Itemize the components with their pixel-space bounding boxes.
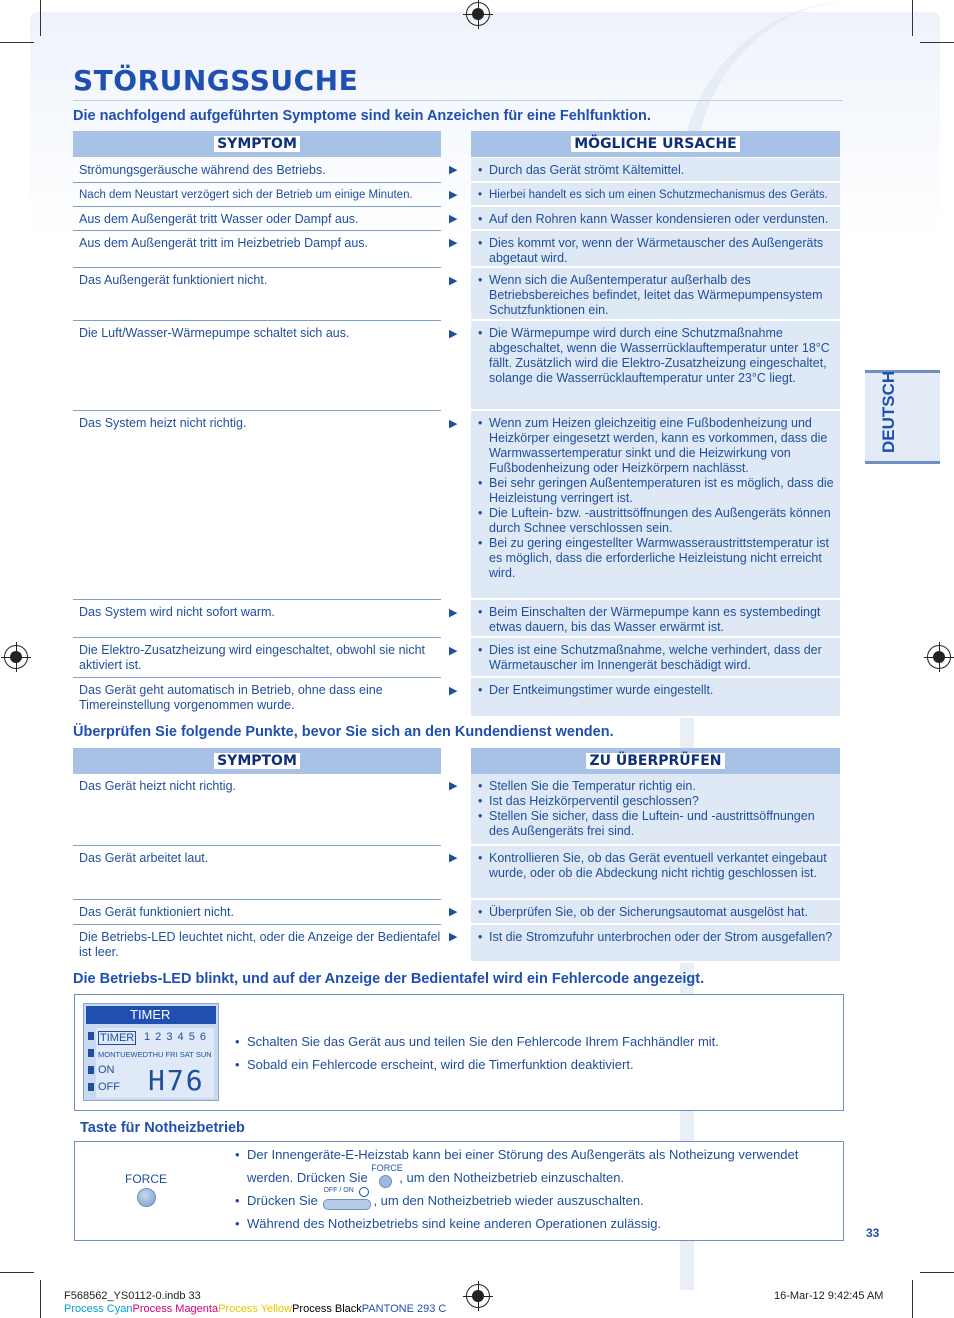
inline-force-button bbox=[371, 1162, 403, 1189]
cause-item: • Bei zu gering eingestellter Warmwasseraustrittstemperatur ist es möglich, dass die erforderliche Heizleistung nicht erreicht wird. bbox=[489, 536, 836, 581]
table-row-symptom: Das Außengerät funktioniert nicht. bbox=[73, 268, 441, 321]
table-row-check bbox=[471, 846, 840, 900]
day-label: SUN bbox=[195, 1050, 212, 1059]
table-row-symptom: Strömungsgeräusche während des Betriebs. bbox=[73, 158, 441, 183]
check-item: • Überprüfen Sie, ob der Sicherungsautomat ausgelöst hat. bbox=[489, 905, 836, 920]
intro-text: Die nachfolgend aufgeführten Symptome sind kein Anzeichen für eine Fehlfunktion. bbox=[73, 108, 651, 124]
emergency-bullet-list bbox=[233, 1143, 833, 1235]
cause-item: • Bei sehr geringen Außentemperaturen ist es möglich, dass die Heizleistung verringert ist. bbox=[489, 476, 836, 506]
language-tab bbox=[865, 370, 940, 464]
day-label: FRI bbox=[165, 1050, 178, 1059]
cause-item: • Wenn zum Heizen gleichzeitig eine Fußbodenheizung und Heizkörper eingesetzt werden, kann es vorkommen, dass die Warmwassertemperatur sinkt und die Heizwirkung von Fußbodenheizung oder Heizkörpern nachlässt. bbox=[489, 416, 836, 476]
table-row-symptom: Das Gerät arbeitet laut. bbox=[73, 846, 441, 900]
color-pantone-label: PANTONE 293 C bbox=[361, 1303, 447, 1315]
cause-item: • Die Wärmepumpe wird durch eine Schutzmaßnahme abgeschaltet, wenn die Wasserrücklauftemperatur unter 18°C fällt. Zusätzlich wird die Elektro-Zusatzheizung eingeschaltet, solange die Wasserrücklauftemperatur unter 23°C liegt. bbox=[489, 326, 836, 386]
table-row-cause bbox=[471, 183, 840, 207]
emergency-text: , um den Notheizbetrieb wieder auszuschalten. bbox=[373, 1193, 644, 1208]
table-row-check bbox=[471, 774, 840, 846]
check-item: • Kontrollieren Sie, ob das Gerät eventuell verkantet eingebaut wurde, oder ob die Abdeckung nicht richtig geschlossen ist. bbox=[489, 851, 836, 881]
lcd-error-code: H76 bbox=[148, 1064, 205, 1097]
inline-force-label: FORCE bbox=[371, 1162, 403, 1173]
segment-marker-icon bbox=[88, 1083, 94, 1091]
crop-mark bbox=[40, 1280, 41, 1318]
lcd-timer-numbers: 1 2 3 4 5 6 bbox=[144, 1031, 207, 1043]
footer-file: F568562_YS0112-0.indb 33 bbox=[64, 1290, 201, 1302]
color-cyan-label: Process Cyan bbox=[64, 1303, 133, 1315]
table-row-cause bbox=[471, 231, 840, 268]
power-icon bbox=[359, 1187, 369, 1197]
language-tab-label: DEUTSCH bbox=[879, 370, 898, 453]
arrow-right-icon: ▶ bbox=[449, 607, 458, 619]
crop-mark bbox=[0, 1272, 34, 1273]
force-button-icon bbox=[379, 1175, 392, 1188]
check-item: • Ist die Stromzufuhr unterbrochen oder der Strom ausgefallen? bbox=[489, 930, 836, 945]
check-item: • Ist das Heizkörperventil geschlossen? bbox=[489, 794, 836, 809]
table1-header-symptom bbox=[73, 131, 441, 157]
cause-item: • Die Luftein- bzw. -austrittsöffnungen des Außengeräts können durch Schnee verschlossen sein. bbox=[489, 506, 836, 536]
footer-date: 16-Mar-12 9:42:45 AM bbox=[774, 1290, 884, 1302]
cause-item: • Beim Einschalten der Wärmepumpe kann es systembedingt etwas dauern, bis das Wasser erwärmt ist. bbox=[489, 605, 836, 635]
emergency-text: Drücken Sie bbox=[247, 1193, 318, 1208]
arrow-right-icon: ▶ bbox=[449, 213, 458, 225]
table-row-symptom: Die Betriebs-LED leuchtet nicht, oder die Anzeige der Bedientafel ist leer. bbox=[79, 930, 441, 959]
error-bullet-list bbox=[233, 1030, 833, 1076]
lcd-off-label: OFF bbox=[98, 1081, 120, 1093]
color-black-label: Process Black bbox=[292, 1303, 362, 1315]
check-item: • Stellen Sie die Temperatur richtig ein. bbox=[489, 779, 836, 794]
arrow-right-icon: ▶ bbox=[449, 906, 458, 918]
cause-item: • Dies ist eine Schutzmaßnahme, welche verhindert, dass der Wärmetauscher im Innengerät beschädigt wird. bbox=[489, 643, 836, 673]
table-row-cause bbox=[471, 638, 840, 678]
registration-mark-icon bbox=[927, 645, 951, 669]
crop-mark bbox=[40, 0, 41, 36]
table-row-symptom: Das Gerät funktioniert nicht. bbox=[73, 900, 441, 925]
arrow-right-icon: ▶ bbox=[449, 931, 458, 943]
table-row-symptom: Die Luft/Wasser-Wärmepumpe schaltet sich aus. bbox=[73, 321, 441, 411]
error-intro-text: Die Betriebs-LED blinkt, und auf der Anzeige der Bedientafel wird ein Fehlercode angezeigt. bbox=[73, 971, 705, 987]
emergency-bullet bbox=[247, 1143, 833, 1189]
table-row-symptom: Das System heizt nicht richtig. bbox=[73, 411, 441, 600]
table-row-check bbox=[471, 925, 840, 963]
crop-mark bbox=[920, 1272, 954, 1273]
control-panel-illustration bbox=[83, 1003, 219, 1101]
cause-item: • Auf den Rohren kann Wasser kondensieren oder verdunsten. bbox=[489, 212, 836, 227]
title-rule bbox=[73, 100, 843, 101]
lcd-timer-label: TIMER bbox=[100, 1032, 135, 1044]
table-row-cause bbox=[471, 600, 840, 638]
table-row-symptom: Nach dem Neustart verzögert sich der Betrieb um einige Minuten. bbox=[73, 183, 441, 207]
header-label: MÖGLICHE URSACHE bbox=[571, 136, 740, 152]
cause-item: • Durch das Gerät strömt Kältemittel. bbox=[489, 163, 836, 178]
day-label: SAT bbox=[179, 1050, 194, 1059]
table-row-symptom: Die Elektro-Zusatzheizung wird eingeschaltet, obwohl sie nicht aktiviert ist. bbox=[73, 638, 441, 678]
arrow-right-icon: ▶ bbox=[449, 418, 458, 430]
header-label: SYMPTOM bbox=[214, 136, 300, 152]
table-row-symptom: Das System wird nicht sofort warm. bbox=[73, 600, 441, 638]
table2-header-symptom bbox=[73, 748, 441, 774]
lcd-day-row bbox=[98, 1050, 212, 1059]
crop-mark bbox=[920, 42, 954, 43]
table-row-symptom: Das Gerät heizt nicht richtig. bbox=[73, 774, 441, 846]
table-row-symptom: Aus dem Außengerät tritt im Heizbetrieb Dampf aus. bbox=[73, 231, 441, 268]
emergency-bullet bbox=[247, 1186, 833, 1212]
table-row-cause bbox=[471, 158, 840, 183]
emergency-heading: Taste für Notheizbetrieb bbox=[80, 1120, 245, 1136]
lcd-display bbox=[96, 1028, 214, 1098]
day-label: TUE bbox=[115, 1050, 131, 1059]
day-label: MON bbox=[98, 1050, 116, 1059]
error-bullet: • Schalten Sie das Gerät aus und teilen Sie den Fehlercode Ihrem Fachhändler mit. bbox=[247, 1030, 833, 1053]
arrow-right-icon: ▶ bbox=[449, 780, 458, 792]
force-label: FORCE bbox=[125, 1172, 167, 1186]
force-button-icon bbox=[137, 1188, 156, 1207]
header-label: ZU ÜBERPRÜFEN bbox=[586, 753, 724, 769]
check-item: • Stellen Sie sicher, dass die Luftein- und -austrittsöffnungen des Außengeräts frei sind. bbox=[489, 809, 836, 839]
segment-marker-icon bbox=[88, 1066, 94, 1074]
check-intro-text: Überprüfen Sie folgende Punkte, bevor Sie sich an den Kundendienst wenden. bbox=[73, 724, 614, 740]
registration-mark-icon bbox=[466, 2, 490, 26]
arrow-right-icon: ▶ bbox=[449, 189, 458, 201]
day-label: THU bbox=[148, 1050, 164, 1059]
day-label: WED bbox=[130, 1050, 148, 1059]
cause-item: • Der Entkeimungstimer wurde eingestellt. bbox=[489, 683, 836, 698]
color-yellow-label: Process Yellow bbox=[218, 1303, 293, 1315]
page-number: 33 bbox=[866, 1226, 880, 1240]
crop-mark bbox=[912, 0, 913, 36]
arrow-right-icon: ▶ bbox=[449, 275, 458, 287]
table-row-cause bbox=[471, 678, 840, 718]
inline-offon-button bbox=[321, 1186, 373, 1212]
table-row-check bbox=[471, 900, 840, 925]
timer-button: TIMER bbox=[86, 1006, 216, 1024]
arrow-right-icon: ▶ bbox=[449, 645, 458, 657]
registration-mark-icon bbox=[466, 1284, 490, 1308]
registration-mark-icon bbox=[4, 645, 28, 669]
offon-button-icon bbox=[323, 1199, 371, 1210]
arrow-right-icon: ▶ bbox=[449, 685, 458, 697]
table-row-symptom: Aus dem Außengerät tritt Wasser oder Dampf aus. bbox=[73, 207, 441, 231]
error-bullet: • Sobald ein Fehlercode erscheint, wird die Timerfunktion deaktiviert. bbox=[247, 1053, 833, 1076]
segment-marker-icon bbox=[88, 1049, 94, 1057]
table-row-cause bbox=[471, 268, 840, 321]
lcd-on-label: ON bbox=[98, 1064, 115, 1076]
table-row-symptom: Das Gerät geht automatisch in Betrieb, ohne dass eine Timereinstellung vorgenommen wurde. bbox=[79, 683, 383, 712]
table2-header-check bbox=[471, 748, 840, 774]
inline-offon-label: OFF / ON bbox=[323, 1186, 354, 1194]
emergency-text: Der Innengeräte-E-Heizstab kann bei einer Störung des Außengeräts als Notheizung verwendet bbox=[247, 1147, 799, 1162]
crop-mark bbox=[912, 1280, 913, 1318]
color-magenta-label: Process Magenta bbox=[132, 1303, 219, 1315]
arrow-right-icon: ▶ bbox=[449, 164, 458, 176]
segment-marker-icon bbox=[88, 1032, 94, 1040]
table-row-cause bbox=[471, 207, 840, 231]
emergency-text: , um den Notheizbetrieb einzuschalten. bbox=[399, 1170, 625, 1185]
emergency-text: werden. Drücken Sie bbox=[247, 1170, 368, 1185]
page-title: STÖRUNGSSUCHE bbox=[73, 64, 359, 97]
table-row-cause bbox=[471, 321, 840, 411]
cause-item: • Dies kommt vor, wenn der Wärmetauscher des Außengeräts abgetaut wird. bbox=[489, 236, 836, 266]
arrow-right-icon: ▶ bbox=[449, 328, 458, 340]
emergency-bullet: • Während des Notheizbetriebs sind keine anderen Operationen zulässig. bbox=[247, 1212, 833, 1235]
table-row-cause bbox=[471, 411, 840, 600]
arrow-right-icon: ▶ bbox=[449, 237, 458, 249]
header-label: SYMPTOM bbox=[214, 753, 300, 769]
crop-mark bbox=[0, 42, 34, 43]
table1-header-cause bbox=[471, 131, 840, 157]
arrow-right-icon: ▶ bbox=[449, 852, 458, 864]
cause-item: • Hierbei handelt es sich um einen Schutzmechanismus des Geräts. bbox=[489, 188, 836, 203]
footer-color-bar bbox=[64, 1303, 446, 1315]
cause-item: • Wenn sich die Außentemperatur außerhalb des Betriebsbereiches befindet, leitet das Wärmepumpensystem Schutzfunktionen ein. bbox=[489, 273, 836, 318]
